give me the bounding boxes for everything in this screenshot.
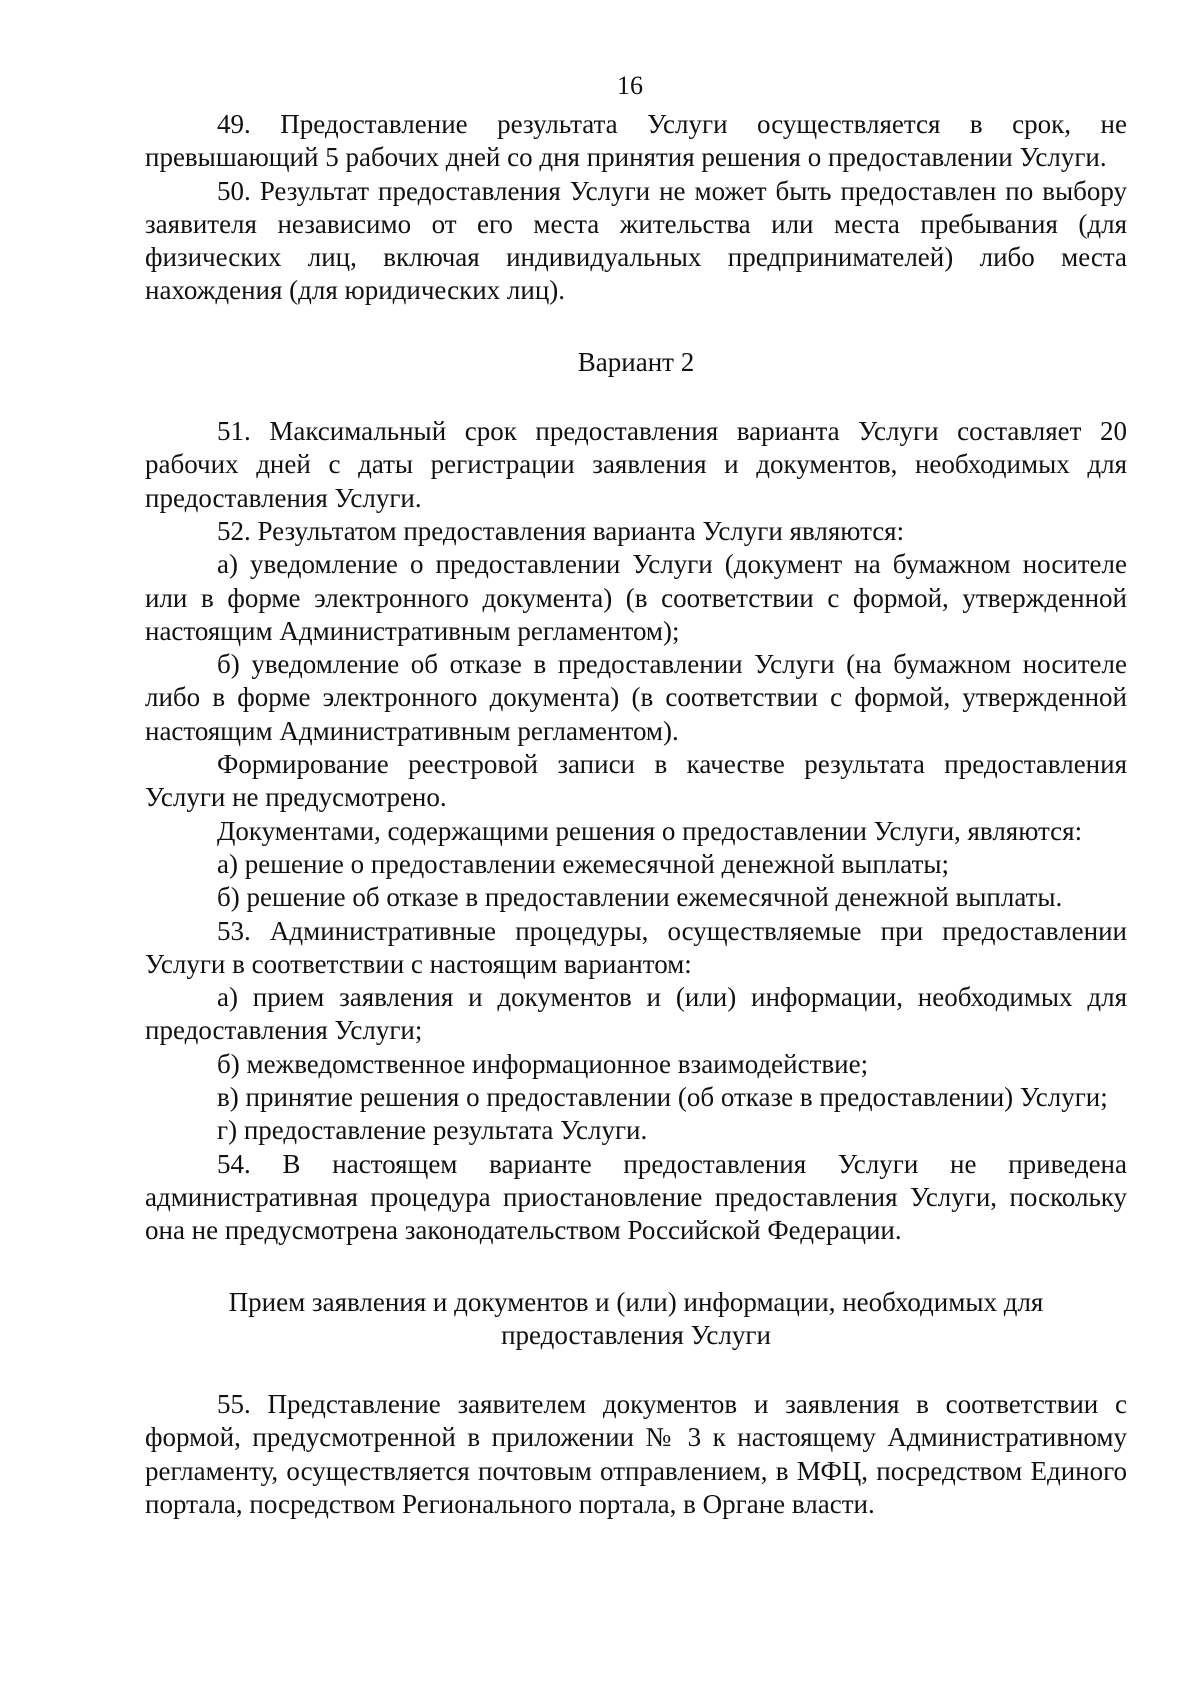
spacer — [145, 379, 1127, 415]
paragraph-55: 55. Представление заявителем документов и заявления в соответствии с формой, предусмотренной в приложении № 3 к настоящему Административному регламенту, осуществляется почтовым отправлением, в МФЦ, посредством Единого портала, посредством Регионального портала, в Органе власти. — [145, 1389, 1127, 1519]
paragraph-53: 53. Административные процедуры, осуществляемые при предоставлении Услуги в соответствии с настоящим вариантом: — [145, 915, 1127, 979]
paragraph-49: 49. Предоставление результата Услуги осуществляется в срок, не превышающий 5 рабочих дней со дня принятия решения о предоставлении Услуги. — [145, 109, 1127, 173]
paragraph-53-item-g: г) предоставление результата Услуги. — [217, 1115, 648, 1146]
paragraph-decision-item-a: а) решение о предоставлении ежемесячной денежной выплаты; — [217, 848, 950, 879]
section-heading-variant-2: Вариант 2 — [577, 346, 695, 377]
paragraph-52: 52. Результатом предоставления варианта Услуги являются: — [217, 515, 905, 546]
section-heading-reception-line-1: Прием заявления и документов и (или) информации, необходимых для — [228, 1286, 1044, 1317]
paragraph-decision-item-b: б) решение об отказе в предоставлении ежемесячной денежной выплаты. — [217, 882, 1063, 913]
paragraph-50: 50. Результат предоставления Услуги не может быть предоставлен по выбору заявителя независимо от его места жительства или места пребывания (для физических лиц, включая индивидуальных предпринимателей) либо места нахождения (для юридических лиц). — [145, 175, 1127, 306]
paragraph-53-item-b: б) межведомственное информационное взаимодействие; — [217, 1048, 869, 1079]
spacer — [145, 308, 1127, 346]
spacer — [145, 1248, 1127, 1286]
page-number: 16 — [617, 71, 643, 100]
spacer — [145, 1352, 1127, 1388]
paragraph-54: 54. В настоящем варианте предоставления Услуги не приведена административная процедура приостановление предоставления Услуги, поскольку она не предусмотрена законодательством Российской Федерации. — [145, 1148, 1127, 1246]
paragraph-52-item-b: б) уведомление об отказе в предоставлении Услуги (на бумажном носителе либо в форме электронного документа) (в соответствии с формой, утвержденной настоящим Административным регламентом). — [145, 649, 1127, 746]
paragraph-53-item-a: а) прием заявления и документов и (или) информации, необходимых для предоставления Услуги; — [145, 982, 1127, 1046]
paragraph-52-item-a: а) уведомление о предоставлении Услуги (документ на бумажном носителе или в форме электронного документа) (в соответствии с формой, утвержденной настоящим Административным регламентом); — [145, 549, 1127, 646]
paragraph-53-item-v: в) принятие решения о предоставлении (об отказе в предоставлении) Услуги; — [217, 1082, 1108, 1113]
paragraph-51: 51. Максимальный срок предоставления варианта Услуги составляет 20 рабочих дней с даты регистрации заявления и документов, необходимых для предоставления Услуги. — [145, 416, 1127, 513]
section-heading-reception-line-2: предоставления Услуги — [501, 1319, 771, 1350]
document-body — [145, 108, 1127, 1521]
paragraph-decision-documents: Документами, содержащими решения о предоставлении Услуги, являются: — [217, 815, 1083, 846]
paragraph-registry-record: Формирование реестровой записи в качестве результата предоставления Услуги не предусмотрено. — [145, 749, 1127, 813]
